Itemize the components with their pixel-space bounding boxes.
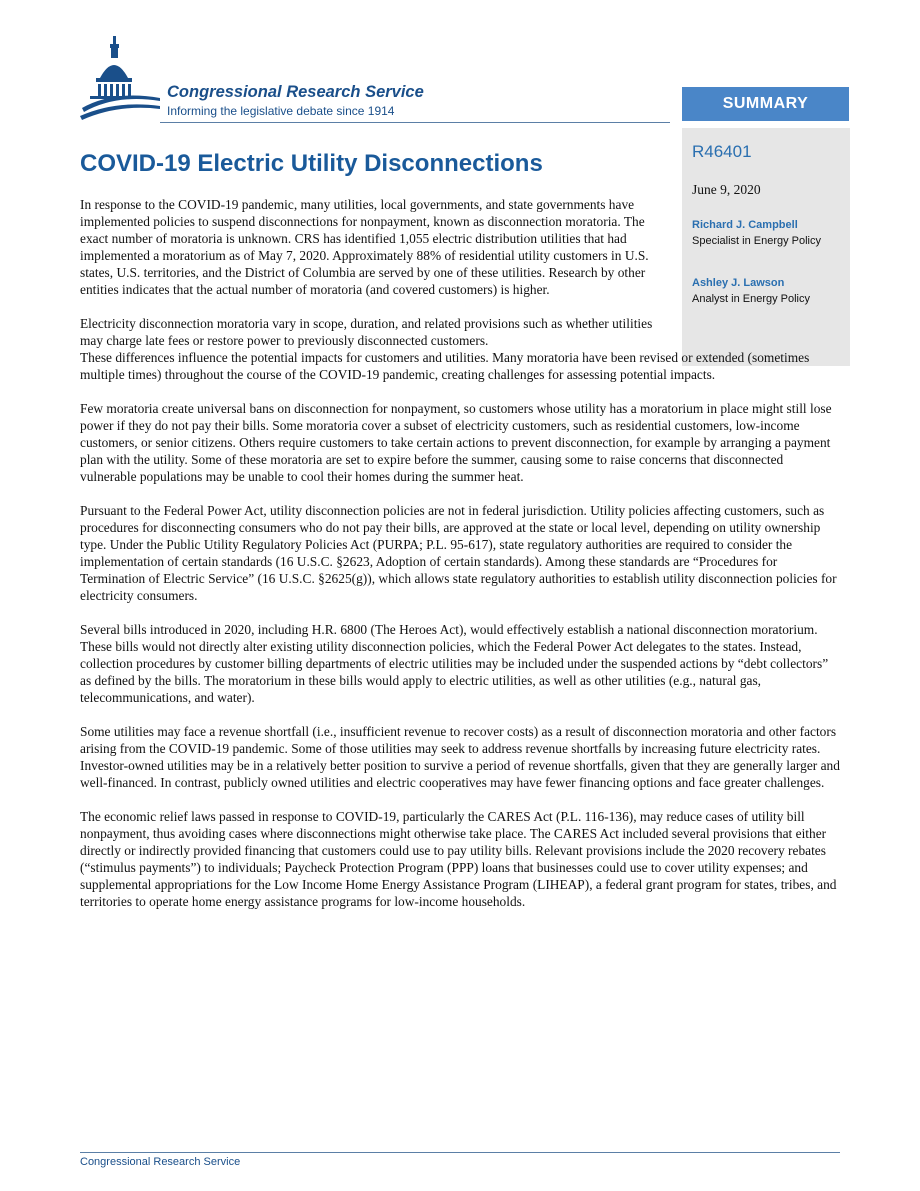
document-body [80,196,840,927]
author-name: Richard J. Campbell [692,219,798,231]
paragraph: The economic relief laws passed in response to COVID-19, particularly the CARES Act (P.L. 116-136), may reduce cases of utility bill nonpayment, thus avoiding cases where disconnections might otherwise take place. The CARES Act included several provisions that either directly or indirectly provided financing that customers could use to pay utility bills. Relevant provisions include the 2020 recovery rebates (“stimulus payments”) to individuals; Paycheck Protection Program (PPP) loans that businesses could use to cover utility expenses; and supplemental appropriations for the Low Income Home Energy Assistance Program (LIHEAP), a federal grant program for states, tribes, and territories to operate home energy assistance programs for low-income households. [80,809,837,909]
author-name: Ashley J. Lawson [692,277,785,289]
paragraph: Some utilities may face a revenue shortfall (i.e., insufficient revenue to recover costs) as a result of disconnection moratoria and other factors arising from the COVID-19 pandemic. Some of those utilities may seek to address revenue shortfalls by increasing future electricity rates. Investor-owned utilities may be in a relatively better position to survive a period of revenue shortfalls, given that they are generally larger and well-financed. In contrast, publicly owned utilities and electric cooperatives may have fewer financing options and face greater challenges. [80,724,840,790]
crs-logo [80,32,680,124]
capitol-dome-icon [80,32,160,124]
paragraph: Few moratoria create universal bans on disconnection for nonpayment, so customers whose utility has a moratorium in place might still lose power if they do not pay their bills. Some moratoria cover a subset of electricity customers, such as residential customers, low-income customers, or senior citizens. Others require customers to take certain actions to prevent disconnection, for example by arranging a payment plan with the utility. Some of these moratoria are set to expire before the summer, causing some to raise concerns that disconnected vulnerable populations may be unable to cool their homes during the summer heat. [80,401,832,484]
footer-text: Congressional Research Service [80,1156,241,1168]
paragraph [80,315,840,383]
paragraph: Pursuant to the Federal Power Act, utility disconnection policies are not in federal jurisdiction. Utility policies affecting customers, such as procedures for disconnecting consumers who do not pay their bills, are approved at the state or local level, depending on utility ownership type. Under the Public Utility Regulatory Policies Act (PURPA; P.L. 95-617), state regulatory authorities are required to consider the implementation of certain standards (16 U.S.C. §2623, Adoption of certain standards). Among these standards are “Procedures for Termination of Electric Service” (16 U.S.C. §2625(g)), which allows state regulatory authorities to establish utility disconnection policies for electricity consumers. [80,503,837,603]
document-title: COVID-19 Electric Utility Disconnections [80,150,543,177]
author-title: Specialist in Energy Policy [692,235,822,247]
summary-label: SUMMARY [682,87,849,121]
header-divider [160,122,670,123]
org-name: Congressional Research Service [167,83,424,101]
report-date: June 9, 2020 [692,182,761,197]
paragraph: Several bills introduced in 2020, including H.R. 6800 (The Heroes Act), would effectively establish a national disconnection moratorium. These bills would not directly alter existing utility disconnection policies, which the Federal Power Act delegates to the states. Instead, collection procedures by customer billing departments of electric utilities may be included under the suspended actions by “debt collectors” as defined by the bills. The moratorium in these bills would apply to electric utilities, as well as other utilities (e.g., natural gas, telecommunications, and water). [80,622,829,705]
author-title: Analyst in Energy Policy [692,293,810,305]
paragraph-part: These differences influence the potential impacts for customers and utilities. Many moratoria have been revised or extended (sometimes multiple times) throughout the course of the COVID-19 pandemic, creating challenges for assessing potential impacts. [80,350,810,382]
paragraph-part: Electricity disconnection moratoria vary in scope, duration, and related provisions such as whether utilities may charge late fees or restore power to previously disconnected customers. [80,316,653,348]
footer-divider [80,1152,840,1153]
org-tagline: Informing the legislative debate since 1914 [167,104,395,118]
paragraph: In response to the COVID-19 pandemic, many utilities, local governments, and state governments have implemented policies to suspend disconnections for nonpayment, known as disconnection moratoria. The exact number of moratoria is unknown. CRS has identified 1,055 electric distribution utilities that had implemented a moratorium as of May 7, 2020. Approximately 88% of residential utility customers in U.S. states, U.S. territories, and the District of Columbia are served by one of these utilities. Research by other entities indicates that the actual number of moratoria (and covered customers) is higher. [80,197,649,297]
report-number: R46401 [692,142,752,161]
